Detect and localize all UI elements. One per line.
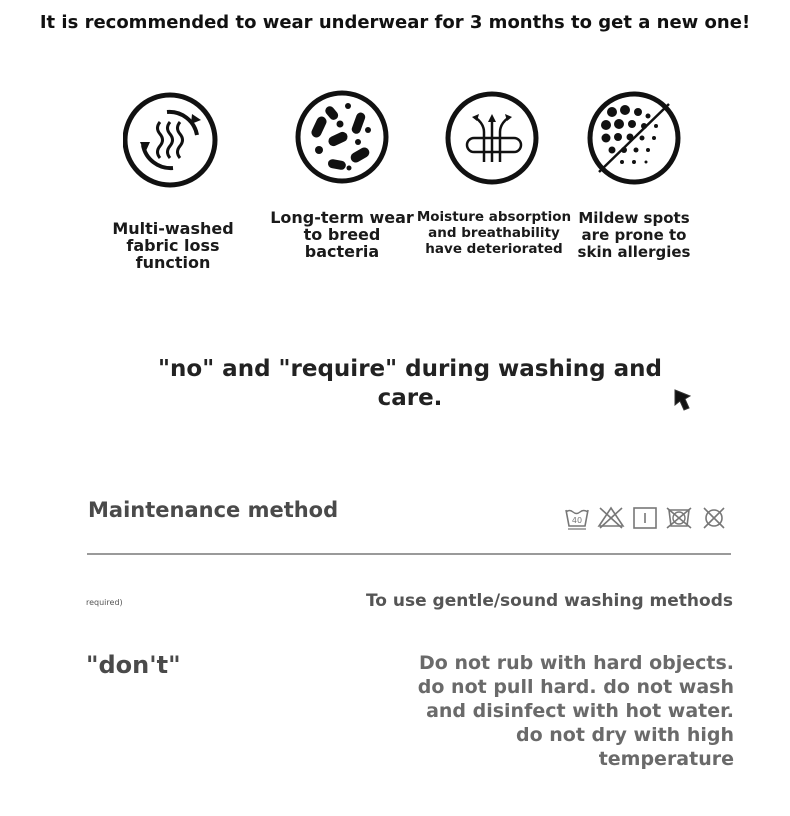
- reason-caption: Mildew spots are prone to skin allergies: [577, 209, 691, 261]
- no-bleach-icon: [599, 508, 623, 528]
- dont-text: [374, 651, 734, 771]
- dont-line: and disinfect with hot water.: [426, 700, 734, 722]
- bacteria-icon: [292, 90, 392, 190]
- divider: [87, 553, 731, 555]
- dont-line: do not dry with high: [516, 724, 734, 746]
- no-dry-clean-icon: [704, 508, 724, 528]
- headline: It is recommended to wear underwear for 3 months to get a new one!: [39, 12, 751, 33]
- fabric-wash-icon: [123, 90, 223, 190]
- care-symbols: [563, 504, 733, 532]
- maintenance-label: Maintenance method: [88, 498, 339, 522]
- reason-bacteria: [262, 90, 422, 260]
- dont-line: temperature: [598, 748, 734, 770]
- required-text: To use gentle/sound washing methods: [365, 591, 733, 611]
- tumble-dry-icon: [634, 508, 656, 528]
- dont-tag: "don't": [86, 651, 181, 679]
- moisture-breathability-icon: [444, 90, 544, 190]
- section-title-line: care.: [377, 385, 443, 411]
- reason-mildew: [554, 90, 714, 261]
- reason-moisture: [414, 90, 574, 257]
- reason-caption: Multi-washed fabric loss function: [112, 219, 234, 272]
- reasons-row: [0, 90, 790, 290]
- dont-line: do not pull hard. do not wash: [417, 676, 734, 698]
- reason-caption: Long-term wear to breed bacteria: [270, 208, 414, 261]
- reason-fabric-loss: [93, 90, 253, 271]
- mildew-spots-icon: [584, 90, 684, 190]
- section-title-line: "no" and "require" during washing and: [158, 356, 662, 382]
- cursor-icon: [672, 386, 694, 412]
- required-tag: required): [86, 598, 123, 607]
- reason-caption: Moisture absorption and breathability have deteriorated: [416, 209, 572, 257]
- wash-40-icon: [566, 510, 588, 529]
- no-tumble-dry-icon: [667, 508, 691, 528]
- dont-line: Do not rub with hard objects.: [419, 652, 734, 674]
- wash-temperature: 40: [571, 516, 583, 525]
